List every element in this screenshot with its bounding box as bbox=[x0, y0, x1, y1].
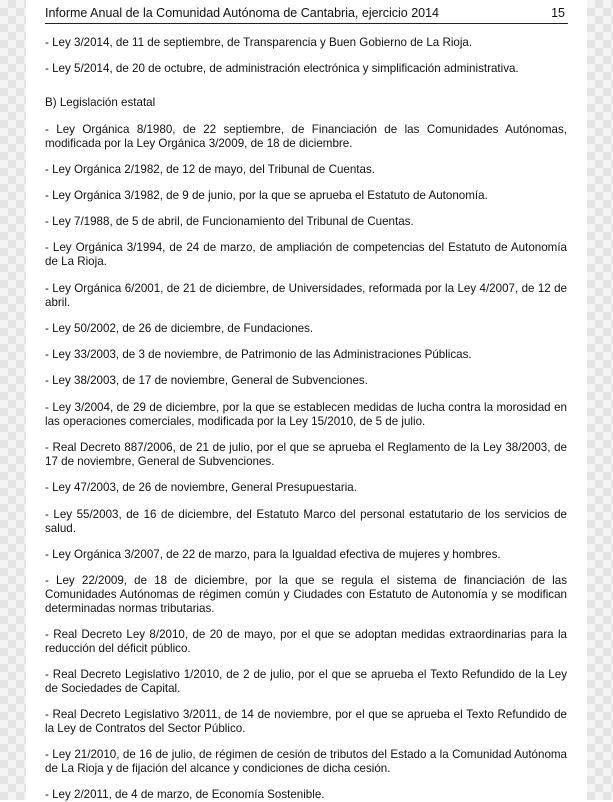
law-entry: - Ley Orgánica 3/2007, de 22 de marzo, para la Igualdad efectiva de mujeres y hombres. bbox=[45, 548, 501, 561]
document-page bbox=[26, 0, 587, 800]
law-entry: - Ley 33/2003, de 3 de noviembre, de Patrimonio de las Administraciones Públicas. bbox=[45, 348, 472, 361]
page-header bbox=[45, 4, 568, 24]
law-entry: - Ley 22/2009, de 18 de diciembre, por la que se regula el sistema de financiación de las Comunidades Autónomas de régimen común y Ciudades con Estatuto de Autonomía y se modifican determinadas normas tributarias. bbox=[45, 574, 567, 615]
law-entry: - Ley Orgánica 3/1982, de 9 de junio, por la que se aprueba el Estatuto de Autonomía. bbox=[45, 189, 488, 202]
law-entry: - Ley 7/1988, de 5 de abril, de Funcionamiento del Tribunal de Cuentas. bbox=[45, 215, 414, 228]
law-entry: - Ley 21/2010, de 16 de julio, de régimen de cesión de tributos del Estado a la Comunidad Autónoma de La Rioja y de fijación del alcance y condiciones de dicha cesión. bbox=[45, 748, 567, 775]
section-heading: B) Legislación estatal bbox=[45, 96, 156, 109]
law-entry: - Real Decreto Ley 8/2010, de 20 de mayo, por el que se adoptan medidas extraordinarias para la reducción del déficit público. bbox=[45, 628, 567, 655]
law-entry: - Ley 55/2003, de 16 de diciembre, del Estatuto Marco del personal estatutario de los servicios de salud. bbox=[45, 508, 567, 535]
law-entry: - Ley 5/2014, de 20 de octubre, de administración electrónica y simplificación administrativa. bbox=[45, 62, 519, 75]
law-entry: - Real Decreto 887/2006, de 21 de julio, por el que se aprueba el Reglamento de la Ley 38/2003, de 17 de noviembre, General de Subvenciones. bbox=[45, 441, 567, 468]
law-entry: - Ley Orgánica 6/2001, de 21 de diciembre, de Universidades, reformada por la Ley 4/2007, de 12 de abril. bbox=[45, 282, 567, 309]
law-entry: - Ley 3/2014, de 11 de septiembre, de Transparencia y Buen Gobierno de La Rioja. bbox=[45, 36, 473, 49]
header-title: Informe Anual de la Comunidad Autónoma de Cantabria, ejercicio 2014 bbox=[45, 6, 440, 20]
transparency-background-right bbox=[587, 0, 613, 800]
law-entry: - Ley 38/2003, de 17 de noviembre, General de Subvenciones. bbox=[45, 374, 368, 387]
law-entry: - Real Decreto Legislativo 3/2011, de 14 de noviembre, por el que se aprueba el Texto Refundido de la Ley de Contratos del Sector Público. bbox=[45, 708, 567, 735]
law-entry: - Ley 47/2003, de 26 de noviembre, General Presupuestaria. bbox=[45, 481, 357, 494]
law-entry: - Real Decreto Legislativo 1/2010, de 2 de julio, por el que se aprueba el Texto Refundido de la Ley de Sociedades de Capital. bbox=[45, 668, 567, 695]
law-entry: - Ley Orgánica 2/1982, de 12 de mayo, del Tribunal de Cuentas. bbox=[45, 163, 375, 176]
law-entry: - Ley Orgánica 8/1980, de 22 septiembre, de Financiación de las Comunidades Autónomas, modificada por la Ley Orgánica 3/2009, de 18 de diciembre. bbox=[45, 123, 567, 150]
law-entry: - Ley 3/2004, de 29 de diciembre, por la que se establecen medidas de lucha contra la morosidad en las operaciones comerciales, modificada por la Ley 15/2010, de 5 de julio. bbox=[45, 401, 567, 428]
law-entry: - Ley 2/2011, de 4 de marzo, de Economía Sostenible. bbox=[45, 788, 325, 801]
law-entry: - Ley 50/2002, de 26 de diciembre, de Fundaciones. bbox=[45, 322, 314, 335]
page-number: 15 bbox=[551, 6, 565, 20]
law-entry: - Ley Orgánica 3/1994, de 24 de marzo, de ampliación de competencias del Estatuto de Autonomía de La Rioja. bbox=[45, 241, 567, 268]
transparency-background-left bbox=[0, 0, 26, 800]
